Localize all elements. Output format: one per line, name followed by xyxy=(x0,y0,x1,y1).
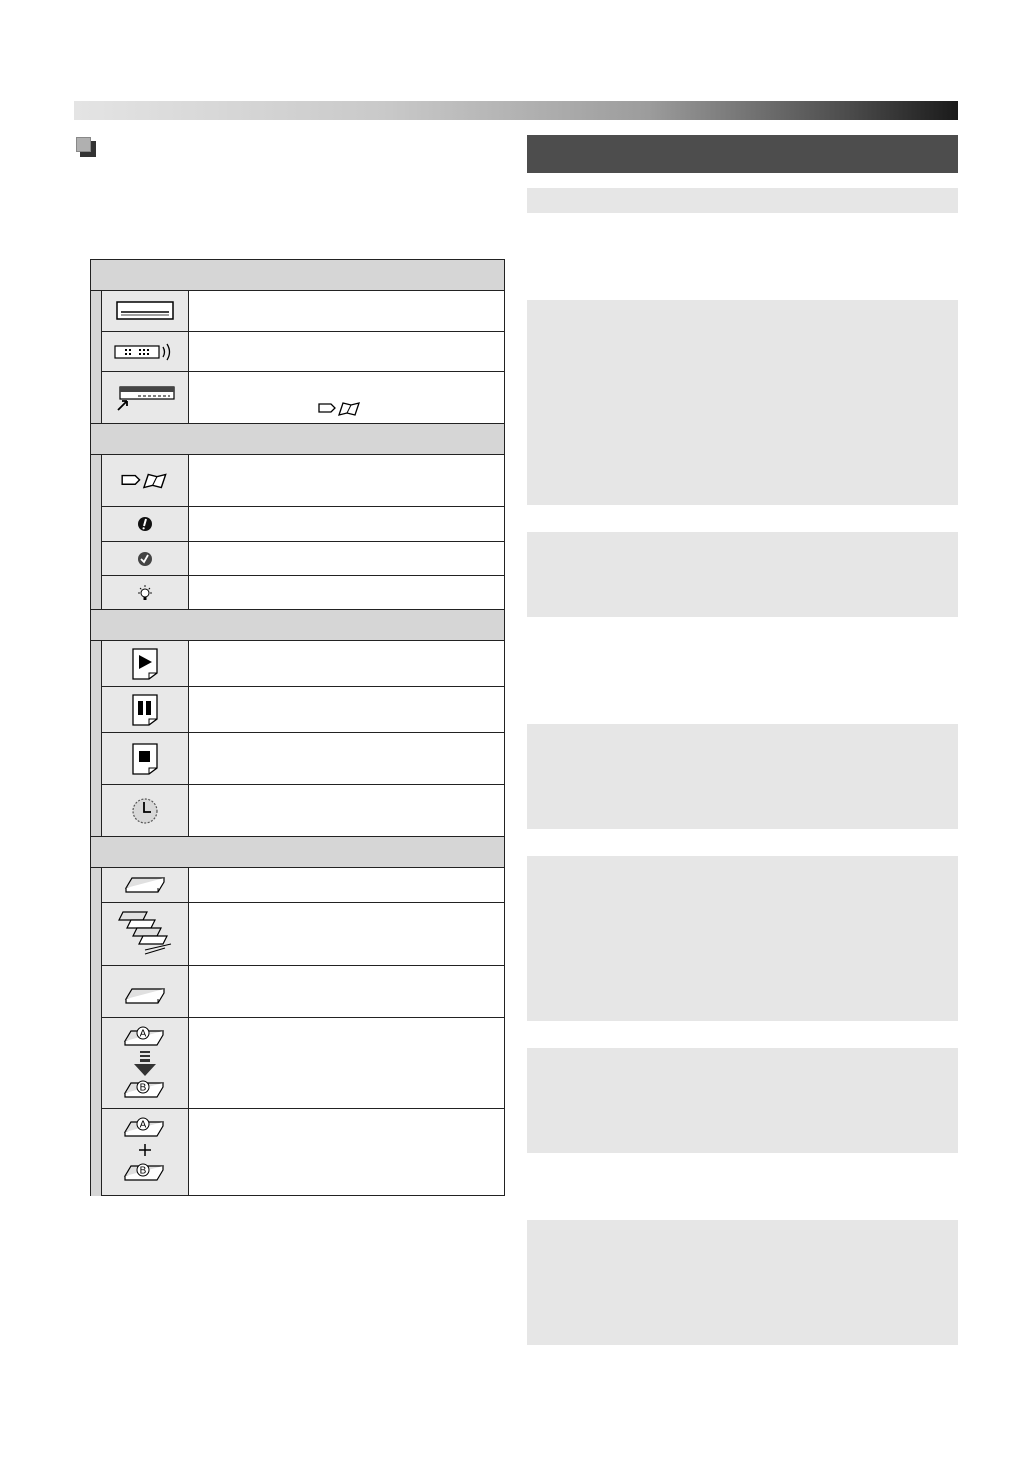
legend-row xyxy=(91,542,505,576)
remote-control-icon xyxy=(113,341,177,363)
svg-text:A: A xyxy=(139,1119,147,1131)
cassette-icon xyxy=(122,977,168,1007)
reference-book-icon xyxy=(317,400,363,418)
legend-row xyxy=(91,687,505,733)
svg-text:A: A xyxy=(139,1028,147,1040)
deck-front-panel-icon xyxy=(114,383,176,413)
content-box xyxy=(527,532,958,617)
legend-row xyxy=(91,1109,505,1196)
legend-row xyxy=(91,868,505,903)
section-bullet-icon xyxy=(76,137,96,157)
legend-row xyxy=(91,785,505,837)
legend-row xyxy=(91,966,505,1018)
legend-row xyxy=(91,576,505,610)
legend-row xyxy=(91,291,505,332)
legend-row xyxy=(91,507,505,542)
legend-row xyxy=(91,455,505,507)
content-box xyxy=(527,724,958,829)
content-box xyxy=(527,1048,958,1153)
caution-icon xyxy=(137,516,153,532)
legend-row xyxy=(91,1018,505,1109)
pause-tape-icon xyxy=(131,693,159,727)
legend-group-header xyxy=(91,424,505,455)
legend-row xyxy=(91,372,505,424)
legend-group-header xyxy=(91,837,505,868)
check-icon xyxy=(137,551,153,567)
single-cassette-icon xyxy=(122,874,168,896)
reference-book-icon xyxy=(120,471,170,491)
content-box xyxy=(527,856,958,1021)
play-tape-icon xyxy=(131,647,159,681)
subheader-band xyxy=(527,188,958,213)
legend-group-header xyxy=(91,260,505,291)
legend-row xyxy=(91,332,505,372)
hint-bulb-icon xyxy=(136,584,154,602)
section-header-bar xyxy=(527,135,958,173)
svg-text:B: B xyxy=(139,1165,147,1177)
icon-legend-table xyxy=(90,259,505,1196)
legend-row xyxy=(91,733,505,785)
content-box xyxy=(527,1220,958,1345)
vcr-deck-icon xyxy=(115,299,175,323)
legend-row xyxy=(91,903,505,966)
multiple-cassettes-icon xyxy=(115,908,175,960)
header-gradient-bar xyxy=(74,101,958,120)
stop-tape-icon xyxy=(131,742,159,776)
svg-text:B: B xyxy=(139,1082,147,1094)
cassette-a-plus-b-icon xyxy=(121,1112,169,1192)
timer-clock-icon xyxy=(131,797,159,825)
cassette-a-to-b-icon xyxy=(121,1021,169,1105)
legend-row xyxy=(91,641,505,687)
legend-group-header xyxy=(91,610,505,641)
content-box xyxy=(527,300,958,505)
